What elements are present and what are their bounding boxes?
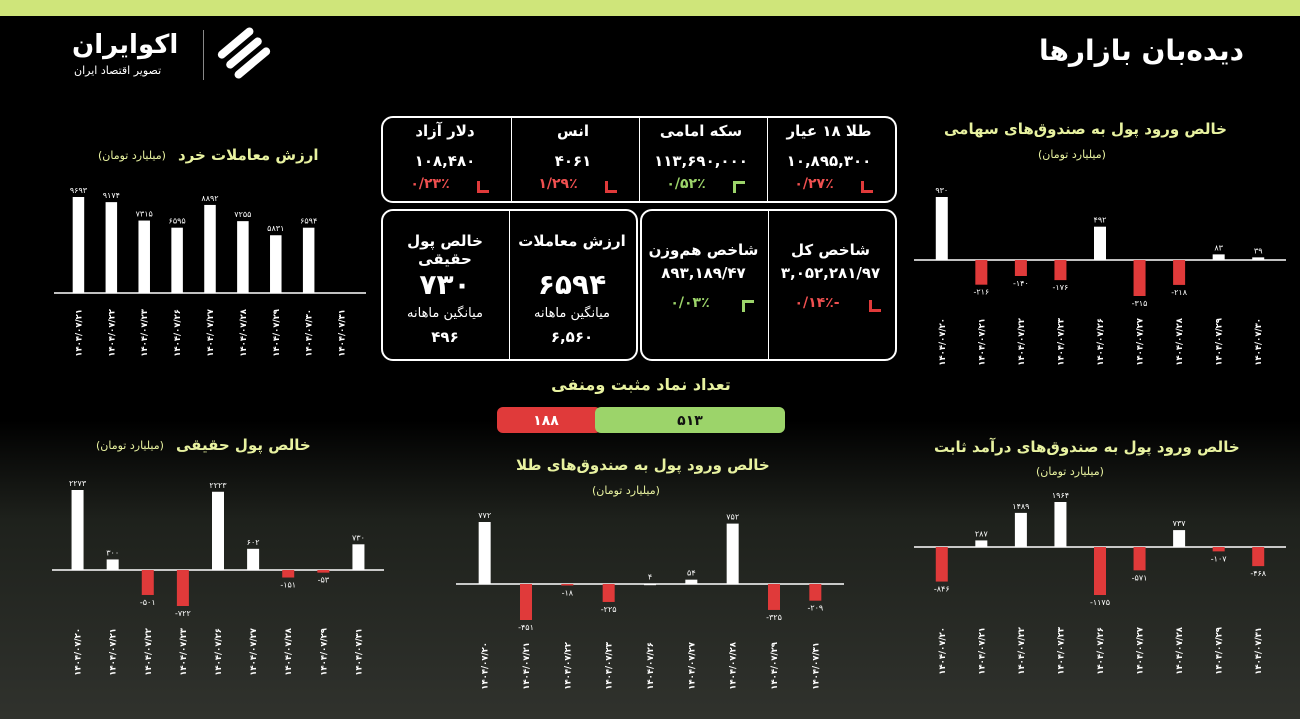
index-label: شاخص کل — [791, 241, 870, 259]
arrow-up-shape — [733, 181, 745, 193]
negative-count-label: ۱۸۸ — [533, 413, 559, 429]
bar-value-label: -۲۲۵ — [600, 604, 617, 614]
trade-label: ارزش معاملات — [518, 232, 626, 250]
price-change: ۰/۲۷٪ — [794, 176, 834, 192]
bar-value-label: ۷۳۷ — [1172, 519, 1186, 529]
bar-value-label: ۹۳۰ — [935, 186, 949, 195]
category-label: ۱۴۰۴/۰۷/۲۸ — [238, 309, 249, 357]
category-label: ۱۴۰۴/۰۷/۳۱ — [811, 642, 822, 690]
price-value: ۴۰۶۱ — [554, 152, 592, 170]
logo-divider — [203, 30, 204, 80]
bar — [685, 580, 697, 584]
bar — [1015, 260, 1027, 276]
bar — [936, 197, 948, 260]
bar — [975, 540, 987, 547]
bar-value-label: ۷۲۵۵ — [234, 210, 252, 220]
bar-value-label: ۳۹ — [1253, 246, 1263, 256]
price-label: دلار آزاد — [415, 122, 475, 140]
category-label: ۱۴۰۴/۰۷/۲۲ — [1016, 627, 1027, 675]
arrow-down-icon — [475, 179, 491, 195]
price-value: ۱۰,۸۹۵,۳۰۰ — [786, 152, 872, 170]
bar-value-label: -۴۵۱ — [518, 623, 534, 632]
bar-value-label: -۱۴۰ — [1012, 279, 1029, 288]
symbols-counter — [497, 407, 785, 433]
category-label: ۱۴۰۴/۰۷/۲۷ — [206, 309, 216, 357]
arrow-down-icon — [867, 298, 883, 314]
equity-chart-title: خالص ورود پول به صندوق‌های سهامی — [944, 120, 1227, 138]
category-label: ۱۴۰۴/۰۷/۲۲ — [1016, 318, 1027, 366]
index-value: ۸۹۳,۱۸۹/۴۷ — [661, 264, 746, 282]
category-label: ۱۴۰۴/۰۷/۲۳ — [140, 309, 151, 357]
price-change: ۰/۲۳٪ — [410, 176, 450, 192]
bar-value-label: -۱۵۱ — [280, 580, 297, 590]
category-label: ۱۴۰۴/۰۷/۲۹ — [319, 628, 330, 676]
arrow-down-shape — [861, 181, 873, 193]
category-label: ۱۴۰۴/۰۷/۲۲ — [143, 628, 154, 676]
category-label: ۱۴۰۴/۰۷/۲۲ — [563, 642, 574, 690]
bar-value-label: ۶۵۹۵ — [168, 216, 186, 226]
arrow-down-icon — [603, 179, 619, 195]
retail-chart-subtitle: (میلیارد تومان) — [98, 149, 166, 162]
trade-avg-label: میانگین ماهانه — [534, 306, 610, 321]
bar-value-label: ۲۲۷۳ — [68, 479, 87, 488]
bar — [479, 522, 491, 584]
category-label: ۱۴۰۴/۰۷/۲۳ — [604, 642, 615, 690]
arrow-up-icon — [740, 298, 756, 314]
bar-value-label: ۲۸۷ — [974, 529, 988, 539]
fixed-chart-title: خالص ورود پول به صندوق‌های درآمد ثابت — [934, 438, 1240, 456]
bar — [1094, 227, 1106, 260]
bar-value-label: ۴۹۲ — [1093, 215, 1107, 225]
index-change: -۰/۱۴٪ — [794, 295, 840, 311]
bar-value-label: ۶۰۲ — [246, 537, 260, 547]
bar-value-label: ۷۷۲ — [478, 511, 492, 520]
bar-value-label: ۸۳ — [1214, 243, 1223, 253]
bar — [303, 228, 315, 293]
category-label: ۱۴۰۴/۰۷/۲۰ — [937, 627, 948, 675]
category-label: ۱۴۰۴/۰۷/۲۷ — [1135, 627, 1146, 675]
bar-value-label: -۳۱۵ — [1131, 299, 1148, 308]
top-accent-bar — [0, 0, 1300, 16]
bar-value-label: -۳۲۵ — [766, 612, 782, 622]
bar — [1015, 513, 1027, 547]
bar-value-label: ۷۵۲ — [726, 512, 740, 522]
gold-chart — [452, 510, 848, 710]
bar — [138, 221, 150, 293]
bar — [644, 584, 656, 586]
bar-value-label: ۱۴۸۹ — [1012, 501, 1030, 511]
bar-value-label: -۵۰۱ — [139, 597, 156, 607]
bar — [727, 524, 739, 584]
bar — [1252, 257, 1264, 260]
fixed-chart-subtitle: (میلیارد تومان) — [1036, 465, 1104, 478]
category-label: ۱۴۰۴/۰۷/۳۱ — [354, 628, 365, 676]
bar-value-label: ۸۸۹۲ — [201, 193, 219, 203]
category-label: ۱۴۰۴/۰۷/۲۳ — [178, 628, 189, 676]
bar-value-label: ۲۲۲۳ — [209, 480, 227, 490]
arrow-down-shape — [477, 181, 489, 193]
category-label: ۱۴۰۴/۰۷/۳۱ — [1254, 627, 1265, 675]
bar — [171, 228, 183, 293]
bar-value-label: -۴۶۸ — [1250, 569, 1267, 579]
category-label: ۱۴۰۴/۰۷/۲۸ — [1175, 318, 1186, 366]
bar — [520, 584, 532, 620]
category-label: ۱۴۰۴/۰۷/۲۸ — [728, 642, 739, 690]
bar — [352, 544, 364, 570]
bar — [107, 559, 119, 570]
category-label: ۱۴۰۴/۰۷/۲۳ — [1056, 318, 1067, 366]
equity-chart-subtitle: (میلیارد تومان) — [1038, 148, 1106, 161]
price-label: سکه امامی — [659, 122, 743, 140]
category-label: ۱۴۰۴/۰۷/۲۰ — [73, 628, 84, 676]
category-label: ۱۴۰۴/۰۷/۲۹ — [770, 642, 780, 690]
bar — [1252, 547, 1264, 566]
trade-value: ۶۵۹۴ — [537, 268, 607, 301]
logo-mark-icon — [214, 24, 274, 86]
bar — [106, 202, 118, 293]
bar-value-label: ۷۳۰ — [351, 533, 365, 543]
bar — [237, 221, 249, 293]
bar-value-label: ۷۳۱۵ — [135, 209, 153, 219]
category-label: ۱۴۰۴/۰۷/۲۷ — [249, 628, 260, 676]
bar — [1213, 254, 1225, 260]
bar — [317, 570, 329, 573]
index-label: شاخص هم‌وزن — [648, 241, 759, 259]
price-change: ۰/۵۲٪ — [666, 176, 706, 192]
realmoney-value: ۷۳۰ — [419, 268, 471, 301]
index-box — [640, 209, 897, 361]
gold-chart-title: خالص ورود پول به صندوق‌های طلا — [516, 456, 770, 474]
bar-value-label: ۶۵۹۴ — [300, 216, 318, 226]
price-value: ۱۰۸,۴۸۰ — [414, 152, 476, 170]
bar — [809, 584, 821, 601]
category-label: ۱۴۰۴/۰۷/۲۶ — [173, 309, 184, 357]
category-label: ۱۴۰۴/۰۷/۲۷ — [1135, 318, 1146, 366]
bar-value-label: -۵۷۱ — [1131, 573, 1148, 583]
trade-avg: ۶,۵۶۰ — [550, 328, 594, 346]
category-label: ۱۴۰۴/۰۷/۲۶ — [646, 642, 656, 690]
bar — [603, 584, 615, 602]
bar — [1134, 547, 1146, 570]
real-chart-title: خالص پول حقیقی — [176, 436, 311, 454]
bar — [936, 547, 948, 582]
category-label: ۱۴۰۴/۰۷/۲۶ — [1096, 318, 1106, 366]
price-label: طلا ۱۸ عیار — [786, 122, 872, 140]
bar-value-label: ۹۱۷۴ — [102, 191, 120, 201]
bar-value-label: ۵۸۳۱ — [267, 224, 285, 234]
bar — [1173, 260, 1185, 285]
page-title: دیده‌بان بازارها — [1038, 34, 1244, 67]
category-label: ۱۴۰۴/۰۷/۲۸ — [284, 628, 295, 676]
arrow-down-shape — [869, 300, 881, 312]
bar — [1054, 502, 1066, 547]
arrow-up-icon — [731, 179, 747, 195]
retail-chart-title: ارزش معاملات خرد — [178, 146, 319, 164]
category-label: ۱۴۰۴/۰۷/۲۳ — [1056, 627, 1067, 675]
bar — [177, 570, 189, 606]
bar-value-label: -۲۱۶ — [973, 287, 990, 297]
category-label: ۱۴۰۴/۰۷/۲۱ — [522, 642, 532, 690]
category-label: ۱۴۰۴/۰۷/۲۹ — [271, 309, 282, 357]
logo-tagline: تصویر اقتصاد ایران — [74, 64, 162, 77]
category-label: ۱۴۰۴/۰۷/۲۲ — [107, 309, 118, 357]
category-label: ۱۴۰۴/۰۷/۲۱ — [977, 627, 988, 675]
gold-chart-subtitle: (میلیارد تومان) — [592, 484, 660, 497]
bar-value-label: -۲۱۸ — [1171, 287, 1188, 297]
bar — [212, 492, 224, 570]
bar-value-label: ۱۹۶۴ — [1051, 491, 1070, 500]
real-chart — [48, 478, 388, 708]
bar-value-label: -۷۲۲ — [174, 609, 191, 618]
bar-value-label: -۱۰۷ — [1210, 554, 1227, 564]
bar — [768, 584, 780, 610]
positive-count-label: ۵۱۳ — [677, 413, 703, 429]
bar — [270, 235, 282, 293]
category-label: ۱۴۰۴/۰۷/۲۸ — [1175, 627, 1186, 675]
real-chart-subtitle: (میلیارد تومان) — [96, 439, 164, 452]
bar-value-label: ۵۴ — [687, 568, 696, 578]
category-label: ۱۴۰۴/۰۷/۲۱ — [977, 318, 988, 366]
bar — [72, 490, 84, 570]
bar — [975, 260, 987, 285]
bar-value-label: ۹۶۹۳ — [69, 186, 88, 195]
bar-value-label: -۲۰۹ — [807, 603, 824, 613]
bar-value-label: -۸۴۶ — [933, 584, 950, 594]
retail-chart — [50, 185, 370, 385]
logo-name: اکوایران — [72, 30, 179, 60]
bar — [1094, 547, 1106, 595]
category-label: ۱۴۰۴/۰۷/۲۱ — [108, 628, 119, 676]
bar-value-label: -۱۱۷۵ — [1089, 598, 1111, 607]
bar — [142, 570, 154, 595]
fixed-chart — [910, 490, 1290, 710]
bar — [204, 205, 216, 293]
price-change: ۱/۲۹٪ — [538, 176, 578, 192]
category-label: ۱۴۰۴/۰۷/۲۶ — [1096, 627, 1106, 675]
bar-value-label: ۳۰۰ — [106, 548, 120, 558]
arrow-down-icon — [859, 179, 875, 195]
equity-chart — [910, 185, 1290, 385]
bar — [282, 570, 294, 578]
category-label: ۱۴۰۴/۰۷/۲۱ — [74, 309, 85, 357]
bar — [1173, 530, 1185, 547]
index-value: ۳,۰۵۲,۲۸۱/۹۷ — [780, 264, 881, 282]
category-label: ۱۴۰۴/۰۷/۳۱ — [337, 309, 348, 357]
category-label: ۱۴۰۴/۰۷/۳۰ — [304, 309, 315, 357]
bar-value-label: -۱۸ — [561, 588, 574, 598]
realmoney-avg: ۴۹۶ — [431, 328, 459, 346]
category-label: ۱۴۰۴/۰۷/۳۰ — [1254, 318, 1265, 366]
bar — [73, 197, 85, 293]
bar — [247, 549, 259, 570]
category-label: ۱۴۰۴/۰۷/۲۶ — [214, 628, 224, 676]
bar — [561, 584, 573, 586]
symbols-title: تعداد نماد مثبت ومنفی — [551, 375, 731, 394]
bar-value-label: -۱۷۶ — [1052, 283, 1069, 293]
bar-value-label: -۵۳ — [317, 575, 330, 585]
arrow-up-shape — [742, 300, 754, 312]
arrow-down-shape — [605, 181, 617, 193]
bar-value-label: ۴ — [647, 572, 653, 582]
bar — [1213, 547, 1225, 551]
bar — [1054, 260, 1066, 280]
category-label: ۱۴۰۴/۰۷/۲۹ — [1214, 627, 1225, 675]
realmoney-avg-label: میانگین ماهانه — [407, 306, 483, 321]
bar — [1134, 260, 1146, 296]
index-change: ۰/۰۳٪ — [670, 295, 710, 311]
realmoney-label: خالص پول حقیقی — [407, 232, 483, 268]
price-label: انس — [557, 122, 589, 140]
category-label: ۱۴۰۴/۰۷/۲۹ — [1214, 318, 1225, 366]
category-label: ۱۴۰۴/۰۷/۲۰ — [480, 642, 491, 690]
category-label: ۱۴۰۴/۰۷/۲۷ — [687, 642, 698, 690]
category-label: ۱۴۰۴/۰۷/۲۰ — [937, 318, 948, 366]
price-value: ۱۱۳,۶۹۰,۰۰۰ — [654, 152, 748, 170]
